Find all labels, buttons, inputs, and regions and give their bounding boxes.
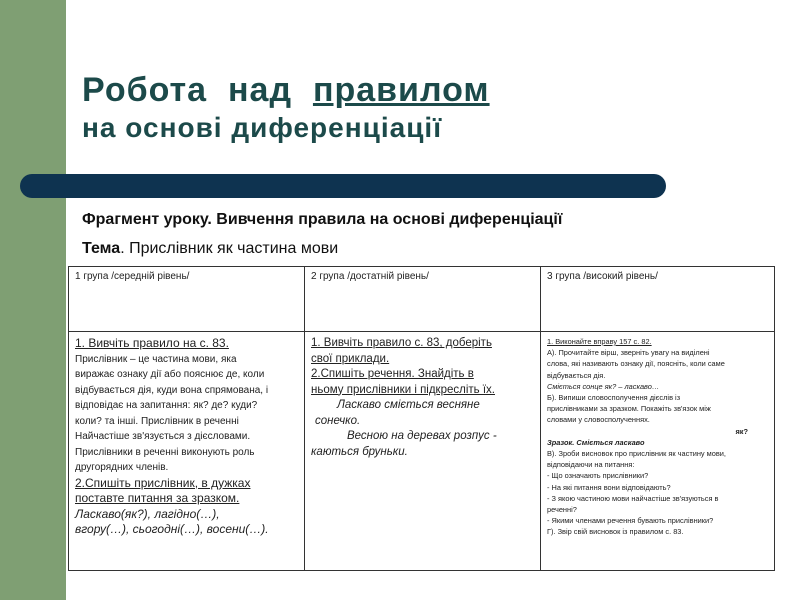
example-line: Ласкаво(як?), лагідно(…), [75,506,220,521]
task-line: прислівниками за зразком. Покажіть зв'язок між [547,404,711,414]
task-line: Б). Випиши словосполучення дієслів із [547,393,681,403]
title-word: над [228,71,293,109]
slide-title [82,70,490,146]
rule-line: виражає ознаку дії або пояснює де, коли [75,369,265,380]
task-line: відповідаючи на питання: [547,460,635,470]
task-line: 2.Спишіть речення. Знайдіть в [311,368,474,380]
rule-line: коли? та інші. Прислівник в реченні [75,415,239,427]
task-line: відбувається дія. [547,370,606,380]
rule-line: Прислівник – це частина мови, яка [75,353,237,365]
rule-line: Прислівники в реченні виконують роль [75,446,255,458]
question-line: - Що означають прислівники? [547,471,649,481]
question-line: - На які питання вони відповідають? [547,482,671,492]
rule-line: Найчастіше зв'язується з дієсловами. [75,431,251,442]
task-line: ньому прислівники і підкресліть їх. [311,383,495,396]
lesson-subtitle: Фрагмент уроку. Вивчення правила на основі диференціації [82,211,563,228]
topic-text: . Прислівник як частина мови [120,240,339,257]
example-line: Зразок. Сміється ласкаво [547,437,645,447]
title-line-2: на основі диференціації [82,112,443,143]
task-line: словами у словосполученнях. [547,415,650,425]
task-line: поставте питання за зразком. [75,491,240,505]
header-group-2: 2 група /достатній рівень/ [305,267,541,332]
task-line: 2.Спишіть прислівник, в дужках [75,475,251,490]
table-header-row [69,267,775,332]
title-word: Робота [82,71,208,109]
example-line: вгору(…), сьогодні(…), восени(…). [75,522,269,536]
groups-table [68,266,775,571]
task-line: слова, які називають ознаку дії, поясніть, коли саме [547,359,725,369]
task-line: 1. Вивчіть правило на с. 83. [75,336,229,350]
example-question: як? [735,426,748,436]
question-line: реченні? [547,505,577,515]
topic-label: Тема [82,240,121,257]
header-group-1: 1 група /середній рівень/ [69,267,305,332]
question-line: - З якою частиною мови найчастіше зв'язуються в [547,493,719,503]
example-sentence: каються бруньки. [311,445,408,458]
header-group-3: 3 група /високий рівень/ [541,267,775,332]
rule-line: другорядних членів. [75,462,169,473]
task-line: 1. Вивчіть правило с. 83, доберіть [311,337,492,349]
lesson-topic [82,240,338,258]
example-sentence: Весною на деревах розпус - [347,430,497,442]
example-sentence: сонечко. [315,414,361,427]
task-line: 1. Виконайте вправу 157 с. 82. [547,337,652,346]
example-sentence: Ласкаво сміється весняне [337,399,480,411]
rule-line: відповідає на запитання: як? де? куди? [75,400,258,411]
example-line: Сміється сонце як? – ласкаво… [547,381,660,391]
task-line: А). Прочитайте вірш, зверніть увагу на виділені [547,348,710,358]
title-word-underlined: правилом [312,71,490,109]
group-1-tasks [69,332,305,571]
group-3-tasks [541,332,775,571]
rule-line: відбувається дія, куди вона спрямована, і [75,384,269,396]
left-decor-band [0,0,66,600]
question-line: - Якими членами речення бувають прислівники? [547,516,714,526]
table-row [69,332,775,571]
group-2-tasks [305,332,541,571]
task-line: Г). Звір свій висновок із правилом с. 83. [547,527,684,537]
task-line: В). Зроби висновок про прислівник як частину мови, [547,449,726,459]
task-line: свої приклади. [311,352,390,365]
title-divider-bar [20,174,666,198]
title-line-1 [82,70,490,110]
